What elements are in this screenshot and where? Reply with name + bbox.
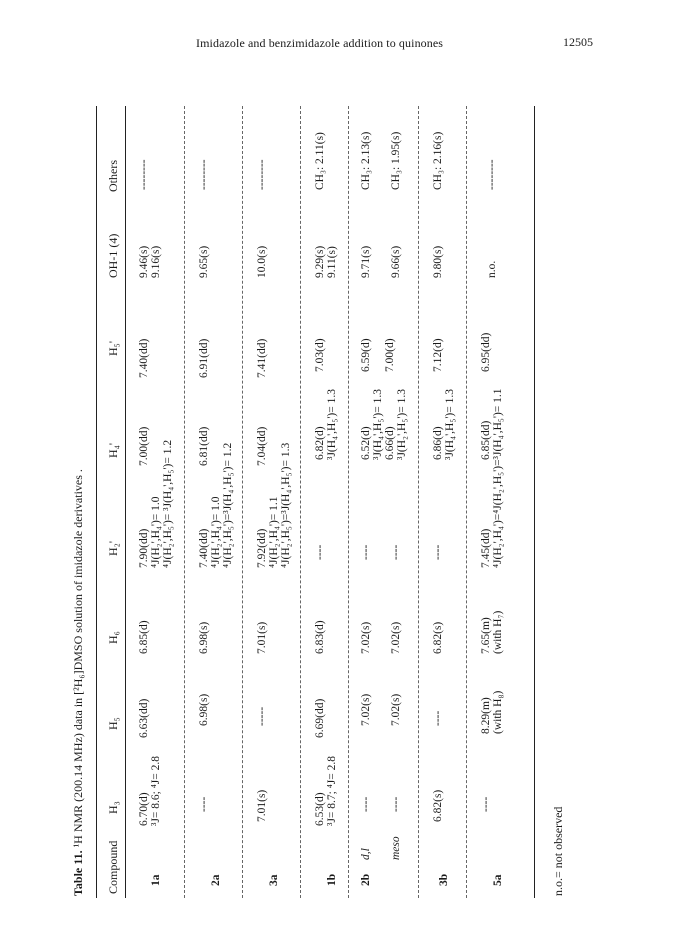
isomer-label-meso: meso: [390, 836, 402, 860]
cell-others: --------: [256, 159, 268, 190]
cell-oh-1: 9.29(s): [314, 245, 326, 278]
cell-h5p: 7.41(dd): [256, 338, 268, 378]
col-header-h3: H₃: [106, 801, 120, 814]
cell-h5p: 6.95(dd): [480, 332, 492, 372]
cell-others: CH₃: 2.11(s): [314, 132, 326, 190]
cell-h2p: ----: [314, 544, 326, 560]
row-separator: [300, 106, 301, 898]
cell-h2p: ----: [432, 544, 444, 560]
cell-h4p: 6.81(dd): [198, 426, 210, 466]
cell-h5: 8.29(m): [480, 697, 492, 734]
cell-coupling-1: ³J(H₄',H₅')= 1.3: [372, 389, 384, 460]
cell-others: --------: [198, 159, 210, 190]
cell-coupling-2: ⁴J(H₂',H₅')=³J(H₄',H₅')= 1.3: [280, 442, 292, 568]
col-header-h2p: H₂': [106, 540, 120, 556]
compound-label: 3a: [268, 874, 280, 886]
page-number: 12505: [563, 35, 593, 49]
cell-h4p: 6.86(d): [432, 426, 444, 460]
cell-h3: 7.01(s): [256, 789, 268, 822]
cell-others: CH₃: 2.13(s): [360, 131, 372, 190]
cell-h5: -----: [256, 706, 268, 726]
table-footnote: n.o.= not observed: [551, 806, 565, 896]
cell-h6: 6.83(d): [314, 620, 326, 654]
cell-oh-1: 9.80(s): [432, 245, 444, 278]
rotated-table: [72, 98, 572, 898]
cell-oh-1: 9.65(s): [198, 245, 210, 278]
cell-h5-note: (with H₈): [492, 690, 504, 734]
cell-h2p: 7.45(dd): [480, 528, 492, 568]
compound-label: 1b: [326, 873, 338, 886]
compound-label: 3b: [438, 873, 450, 886]
cell-h3-coupling: ³J= 8.7; ⁴J= 2.8: [326, 756, 338, 826]
cell-h5p: 7.00(d): [384, 338, 396, 372]
cell-oh-1: 9.71(s): [360, 245, 372, 278]
cell-h3-coupling: ³J= 8.6; ⁴J= 2.8: [150, 756, 162, 826]
cell-oh-2: 9.11(s): [326, 246, 338, 278]
cell-h3: ----: [360, 796, 372, 812]
cell-h5p: 7.40(dd): [138, 338, 150, 378]
col-header-h5: H₅: [106, 717, 120, 730]
compound-label: 5a: [492, 874, 504, 886]
cell-h2p: ----: [390, 544, 402, 560]
cell-h3: ----: [390, 796, 402, 812]
cell-h4p: 6.52(d): [360, 426, 372, 460]
cell-h3: ----: [480, 796, 492, 812]
cell-oh-1: 9.66(s): [390, 245, 402, 278]
cell-others: CH₃: 1.95(s): [390, 131, 402, 190]
cell-coupling-2: ³J(H₂',H₅')= 1.3: [396, 389, 408, 460]
cell-h6: 7.01(s): [256, 621, 268, 654]
cell-h6: 7.02(s): [390, 621, 402, 654]
cell-oh-2: 9.16(s): [150, 245, 162, 278]
cell-coupling-2: ⁴J(H₂',H₅')= ³J(H₄',H₅')= 1.2: [162, 439, 174, 568]
cell-h2p: 7.90(dd): [138, 528, 150, 568]
cell-h5p: 7.12(d): [432, 338, 444, 372]
cell-h6: 6.85(d): [138, 620, 150, 654]
cell-h6: 6.82(s): [432, 621, 444, 654]
compound-label: 2a: [210, 874, 222, 886]
cell-h6: 6.98(s): [198, 621, 210, 654]
col-header-h6: H₆: [106, 631, 120, 644]
cell-h5p: 6.59(d): [360, 338, 372, 372]
cell-h5: 7.02(s): [390, 693, 402, 726]
cell-h5: 6.69(dd): [314, 698, 326, 738]
cell-h5p: 7.03(d): [314, 338, 326, 372]
cell-h6-note: (with H₇): [492, 610, 504, 654]
cell-h5: ----: [432, 710, 444, 726]
cell-others: --------: [138, 159, 150, 190]
cell-h2p: ----: [360, 544, 372, 560]
cell-coupling-1: ⁴J(H₂',H₄')= 1.1: [268, 496, 280, 568]
cell-others: CH₃: 2.16(s): [432, 131, 444, 190]
cell-oh-1: 10.0(s): [256, 245, 268, 278]
cell-coupling-2: ⁴J(H₂',H₅')=³J(H₄',H₅')= 1.2: [222, 442, 234, 568]
cell-h6: 7.02(s): [360, 621, 372, 654]
cell-h4p: 7.00(dd): [138, 426, 150, 466]
col-header-oh: OH-1 (4): [106, 233, 120, 278]
cell-others: --------: [486, 159, 498, 190]
cell-coupling-1: ⁴J(H₂',H₄')=⁴J(H₂',H₅')=³J(H₄',H₅')= 1.1: [492, 388, 504, 568]
cell-h3: 6.82(s): [432, 789, 444, 822]
cell-coupling-1: ⁴J(H₂',H₄')= 1.0: [150, 496, 162, 568]
cell-h4p: 6.82(d): [314, 426, 326, 460]
cell-h3: 6.53(d): [314, 792, 326, 826]
cell-h4p: 7.04(dd): [256, 426, 268, 466]
col-header-h5p: H₅': [106, 340, 120, 356]
cell-h5: 7.02(s): [360, 693, 372, 726]
col-header-h4p: H₄': [106, 442, 120, 458]
cell-h3: ----: [198, 796, 210, 812]
col-header-compound: Compound: [106, 840, 120, 894]
cell-h2p: 7.92(dd): [256, 528, 268, 568]
top-rule: [96, 106, 97, 898]
caption-label: Table 11.: [71, 850, 85, 896]
cell-coupling-1: ³J(H₄',H₅')= 1.3: [444, 389, 456, 460]
cell-h2p: 7.40(dd): [198, 528, 210, 568]
cell-coupling-1: ³J(H₄',H₅')= 1.3: [326, 389, 338, 460]
cell-h4p: 6.66(d): [384, 426, 396, 460]
row-separator: [418, 106, 419, 898]
bottom-rule: [534, 106, 535, 898]
row-separator: [348, 106, 349, 898]
cell-h6: 7.65(m): [480, 617, 492, 654]
cell-h3: 6.70(d): [138, 792, 150, 826]
cell-h4p: 6.85(dd): [480, 420, 492, 460]
row-separator: [466, 106, 467, 898]
row-separator: [242, 106, 243, 898]
cell-h5: 6.98(s): [198, 693, 210, 726]
col-header-others: Others: [106, 160, 120, 192]
caption-text: ¹H NMR (200.14 MHz) data in [²H₆]DMSO solution of imidazole derivatives .: [71, 469, 85, 848]
cell-oh-1: n.o.: [486, 260, 498, 278]
compound-label: 1a: [150, 874, 162, 886]
running-head: Imidazole and benzimidazole addition to quinones: [196, 36, 444, 50]
row-separator: [184, 106, 185, 898]
compound-label: 2b: [360, 873, 372, 886]
table-caption: [72, 469, 84, 896]
cell-oh-1: 9.46(s): [138, 245, 150, 278]
header-rule: [125, 106, 126, 898]
cell-h5p: 6.91(dd): [198, 338, 210, 378]
cell-h5: 6.63(dd): [138, 698, 150, 738]
isomer-label-dl: d,l: [360, 848, 372, 860]
cell-coupling-1: ⁴J(H₂',H₄')= 1.0: [210, 496, 222, 568]
